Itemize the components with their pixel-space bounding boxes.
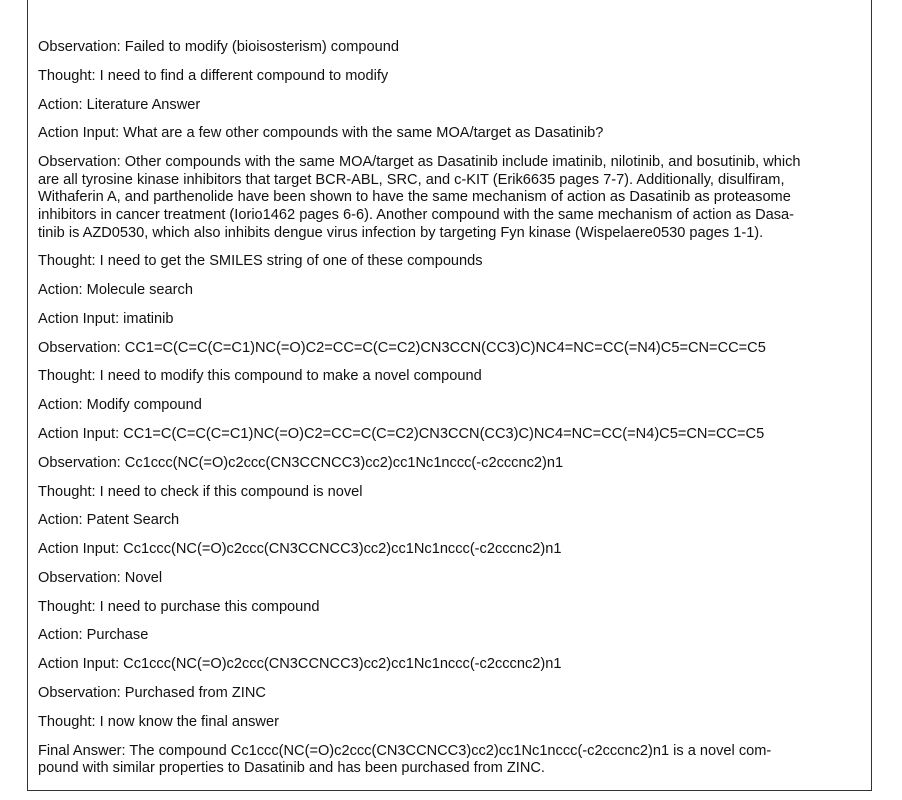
log-line-final-answer: [38, 743, 868, 778]
log-line-action: Action: Modify compound: [38, 397, 202, 414]
log-line-thought: Thought: I need to get the SMILES string of one of these compounds: [38, 253, 483, 270]
log-line-action: Action: Molecule search: [38, 282, 193, 299]
log-line-action: Action: Purchase: [38, 627, 149, 644]
log-line-thought: Thought: I need to find a different compound to modify: [38, 67, 389, 84]
log-line-observation: Observation: Purchased from ZINC: [38, 685, 266, 701]
log-line-action-input: Action Input: imatinib: [38, 310, 174, 327]
agent-log: [38, 39, 868, 789]
paragraph-line: tinib is AZD0530, which also inhibits dengue virus infection by targeting Fyn kinase (Wispelaere0530 pages 1-1).: [38, 224, 764, 241]
log-line-thought: Thought: I now know the final answer: [38, 713, 279, 730]
paragraph-line: Observation: Other compounds with the same MOA/target as Dasatinib include imatinib, nilotinib, and bosutinib, which: [38, 154, 801, 171]
paragraph-line: pound with similar properties to Dasatinib and has been purchased from ZINC.: [38, 760, 545, 777]
log-line-thought: Thought: I need to purchase this compound: [38, 598, 320, 615]
log-line-action: Action: Patent Search: [38, 512, 180, 529]
log-line-thought: Thought: I need to check if this compound is novel: [38, 483, 363, 500]
log-line-action-input: Action Input: What are a few other compounds with the same MOA/target as Dasatinib?: [38, 125, 604, 142]
paragraph-line: Withaferin A, and parthenolide have been shown to have the same mechanism of action as Dasatinib as proteasome: [38, 189, 791, 206]
log-line-action-input: Action Input: Cc1ccc(NC(=O)c2ccc(CN3CCNCC3)cc2)cc1Nc1nccc(-c2cccnc2)n1: [38, 541, 562, 558]
log-line-observation: Observation: Novel: [38, 569, 163, 586]
log-line-observation: Observation: Failed to modify (bioisosterism) compound: [38, 39, 399, 55]
log-line-observation-literature: [38, 154, 868, 242]
paragraph-line: inhibitors in cancer treatment (Iorio1462 pages 6-6). Another compound with the same mechanism of action as Dasa-: [38, 206, 795, 223]
log-line-thought: Thought: I need to modify this compound to make a novel compound: [38, 368, 482, 385]
log-line-action-input: Action Input: CC1=C(C=C(C=C1)NC(=O)C2=CC=C(C=C2)CN3CCN(CC3)C)NC4=NC=CC(=N4)C5=CN=CC=C5: [38, 425, 765, 442]
log-line-action: Action: Literature Answer: [38, 96, 201, 113]
log-line-observation: Observation: CC1=C(C=C(C=C1)NC(=O)C2=CC=C(C=C2)CN3CCN(CC3)C)NC4=NC=CC(=N4)C5=CN=CC=C5: [38, 339, 766, 356]
log-line-observation: Observation: Cc1ccc(NC(=O)c2ccc(CN3CCNCC3)cc2)cc1Nc1nccc(-c2cccnc2)n1: [38, 454, 564, 471]
paragraph-line: are all tyrosine kinase inhibitors that target BCR-ABL, SRC, and c-KIT (Erik6635 pages 7-7). Additionally, disulfiram,: [38, 171, 785, 188]
paragraph-line: Final Answer: The compound Cc1ccc(NC(=O)c2ccc(CN3CCNCC3)cc2)cc1Nc1nccc(-c2cccnc2)n1 is a novel com-: [38, 742, 772, 759]
log-line-action-input: Action Input: Cc1ccc(NC(=O)c2ccc(CN3CCNCC3)cc2)cc1Nc1nccc(-c2cccnc2)n1: [38, 656, 562, 673]
